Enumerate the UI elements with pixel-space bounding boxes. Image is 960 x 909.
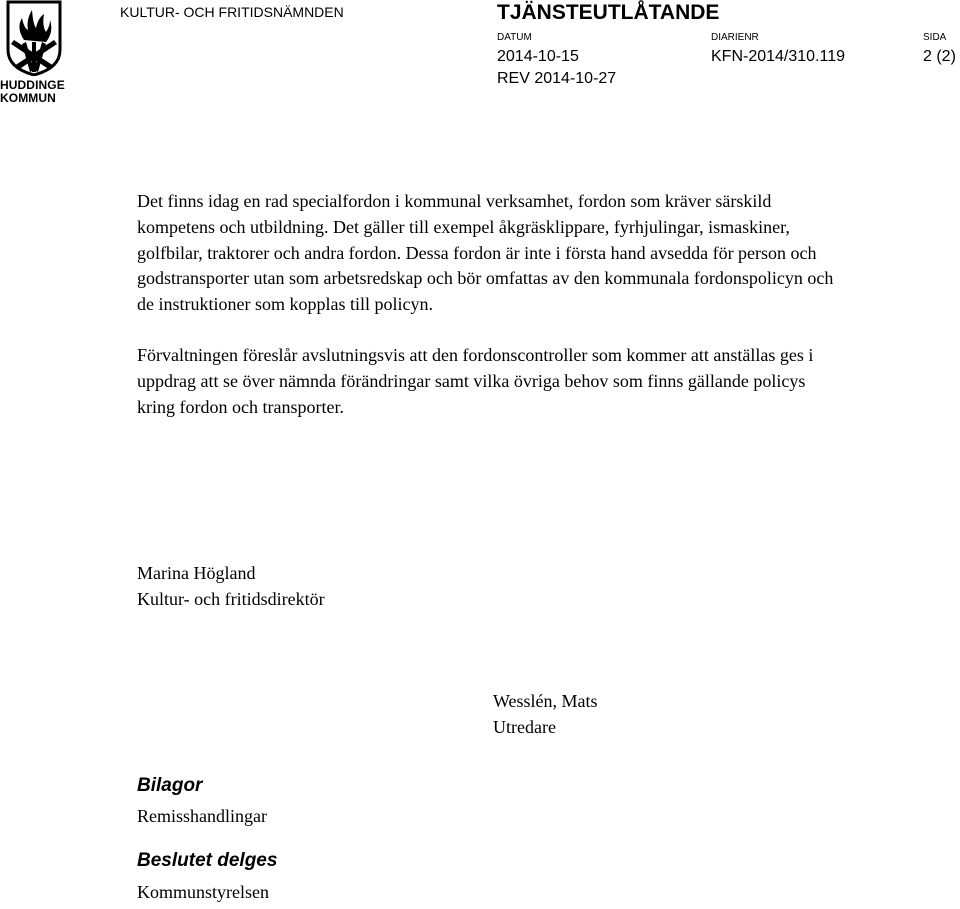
committee-name: KULTUR- OCH FRITIDSNÄMNDEN: [120, 4, 344, 20]
document-type: TJÄNSTEUTLÅTANDE: [497, 1, 720, 24]
revision-date: REV 2014-10-27: [497, 70, 617, 87]
diarienr-label: DIARIENR: [711, 32, 759, 43]
body-text: [137, 189, 837, 445]
page-label: SIDA: [923, 32, 947, 43]
date-label: DATUM: [497, 32, 532, 43]
logo-line-2: KOMMUN: [0, 91, 56, 105]
body-paragraph: Förvaltningen föreslår avslutningsvis att den fordonscontroller som kommer att anställas ges i uppdrag att se över nämnda förändringar samt vilka övriga behov som finns gällande policys kring fordon och transporter.: [137, 344, 814, 417]
signature-block: [493, 688, 598, 740]
page-number: 2 (2): [923, 48, 956, 65]
logo-line-1: HUDDINGE: [0, 78, 65, 92]
distribution-item: Kommunstyrelsen: [137, 882, 269, 902]
hudding-kommun-emblem-icon: [4, 0, 64, 76]
signer-title: Kultur- och fritidsdirektör: [137, 589, 325, 609]
attachment-item: Remisshandlingar: [137, 806, 267, 826]
body-paragraph: Det finns idag en rad specialfordon i kommunal verksamhet, fordon som kräver särskild kompetens och utbildning. Det gäller till exempel åkgräsklippare, fyrhjulingar, ismaskiner, golfbilar, traktorer och andra fordon. Dessa fordon är inte i första hand avsedda för person och godstransporter utan som arbetsredskap och bör omfattas av den kommunala fordonspolicyn och de instruktioner som kopplas till policyn.: [137, 191, 834, 315]
signature-block: [137, 560, 325, 612]
diarienr-value: KFN-2014/310.119: [711, 48, 846, 65]
municipality-logo: [0, 0, 68, 108]
attachments-heading: Bilagor: [137, 775, 203, 796]
date-value: 2014-10-15: [497, 48, 579, 65]
signer-name: Marina Högland: [137, 563, 256, 583]
signer-title: Utredare: [493, 717, 556, 737]
signer-name: Wesslén, Mats: [493, 691, 598, 711]
distribution-heading: Beslutet delges: [137, 850, 278, 871]
